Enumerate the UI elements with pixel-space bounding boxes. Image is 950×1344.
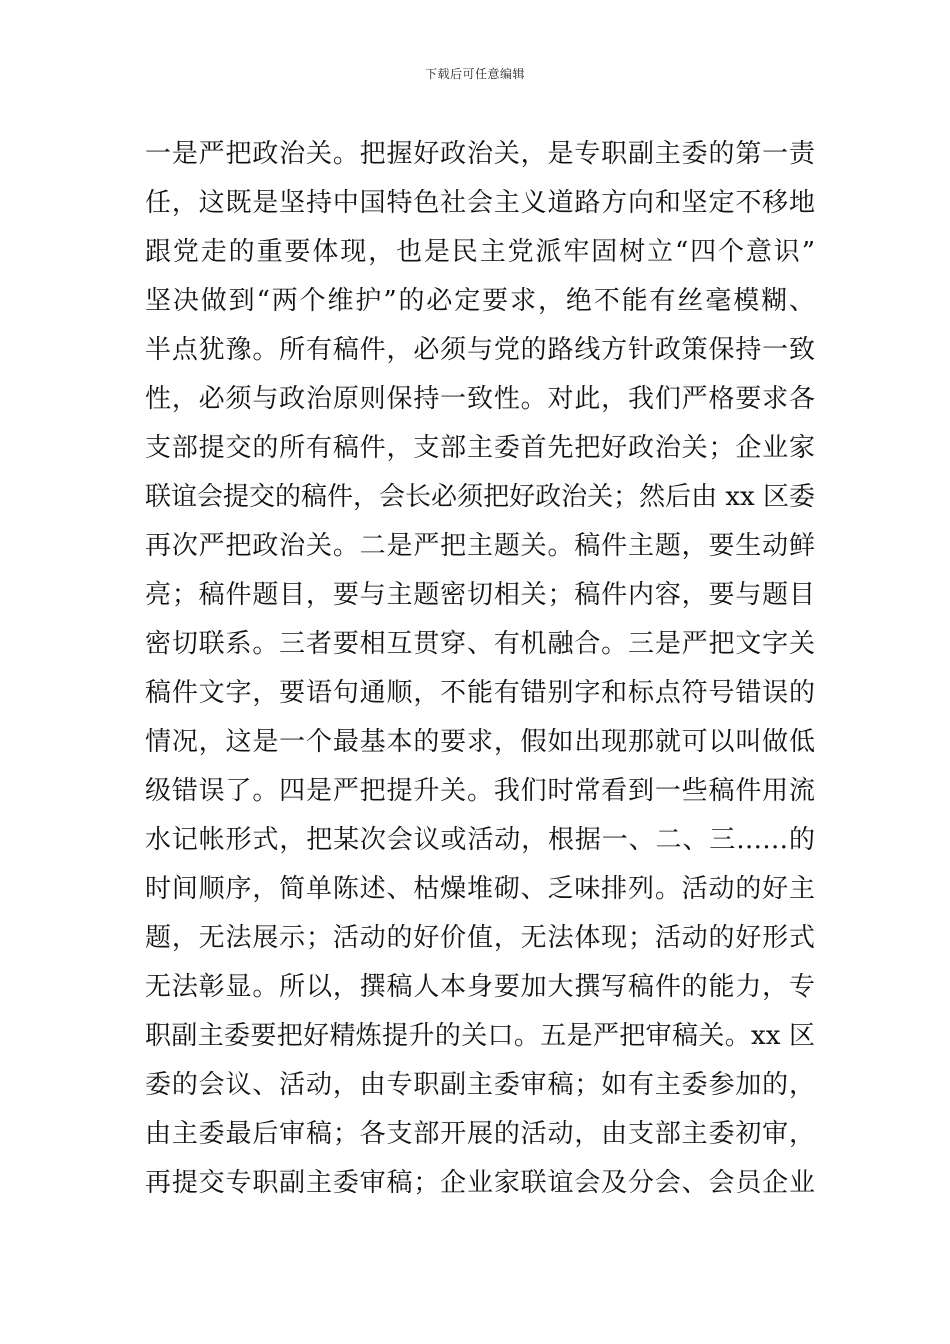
text-line: 无法彰显。所以，撰稿人本身要加大撰写稿件的能力，专 bbox=[145, 972, 815, 1002]
text-line: 题，无法展示；活动的好价值，无法体现；活动的好形式 bbox=[145, 923, 815, 953]
text-line: 联谊会提交的稿件，会长必须把好政治关；然后由 xx 区委 bbox=[145, 482, 815, 512]
text-line: 级错误了。四是严把提升关。我们时常看到一些稿件用流 bbox=[145, 776, 815, 806]
text-line: 坚决做到“两个维护”的必定要求，绝不能有丝毫模糊、 bbox=[145, 286, 815, 316]
page-header: 下载后可任意编辑 bbox=[424, 67, 525, 81]
text-line: 水记帐形式，把某次会议或活动，根据一、二、三……的 bbox=[145, 825, 815, 855]
body-paragraph bbox=[145, 130, 815, 1208]
text-line: 支部提交的所有稿件，支部主委首先把好政治关；企业家 bbox=[145, 433, 815, 463]
text-line: 亮；稿件题目，要与主题密切相关；稿件内容，要与题目 bbox=[145, 580, 815, 610]
text-line: 稿件文字，要语句通顺，不能有错别字和标点符号错误的 bbox=[145, 678, 815, 708]
text-line: 情况，这是一个最基本的要求，假如出现那就可以叫做低 bbox=[145, 727, 815, 757]
text-line: 跟党走的重要体现，也是民主党派牢固树立“四个意识” bbox=[145, 237, 815, 267]
text-line: 职副主委要把好精炼提升的关口。五是严把审稿关。xx 区 bbox=[145, 1021, 815, 1051]
text-line: 再次严把政治关。二是严把主题关。稿件主题，要生动鲜 bbox=[145, 531, 815, 561]
text-line: 半点犹豫。所有稿件，必须与党的路线方针政策保持一致 bbox=[145, 335, 815, 365]
text-line: 密切联系。三者要相互贯穿、有机融合。三是严把文字关 bbox=[145, 629, 815, 659]
text-line: 任，这既是坚持中国特色社会主义道路方向和坚定不移地 bbox=[145, 188, 815, 218]
text-line: 委的会议、活动，由专职副主委审稿；如有主委参加的， bbox=[145, 1070, 815, 1100]
text-line: 时间顺序，简单陈述、枯燥堆砌、乏味排列。活动的好主 bbox=[145, 874, 815, 904]
text-line: 一是严把政治关。把握好政治关，是专职副主委的第一责 bbox=[145, 139, 815, 169]
text-line: 由主委最后审稿；各支部开展的活动，由支部主委初审， bbox=[145, 1119, 815, 1149]
text-line: 再提交专职副主委审稿；企业家联谊会及分会、会员企业 bbox=[145, 1168, 815, 1198]
text-line: 性，必须与政治原则保持一致性。对此，我们严格要求各 bbox=[145, 384, 815, 414]
